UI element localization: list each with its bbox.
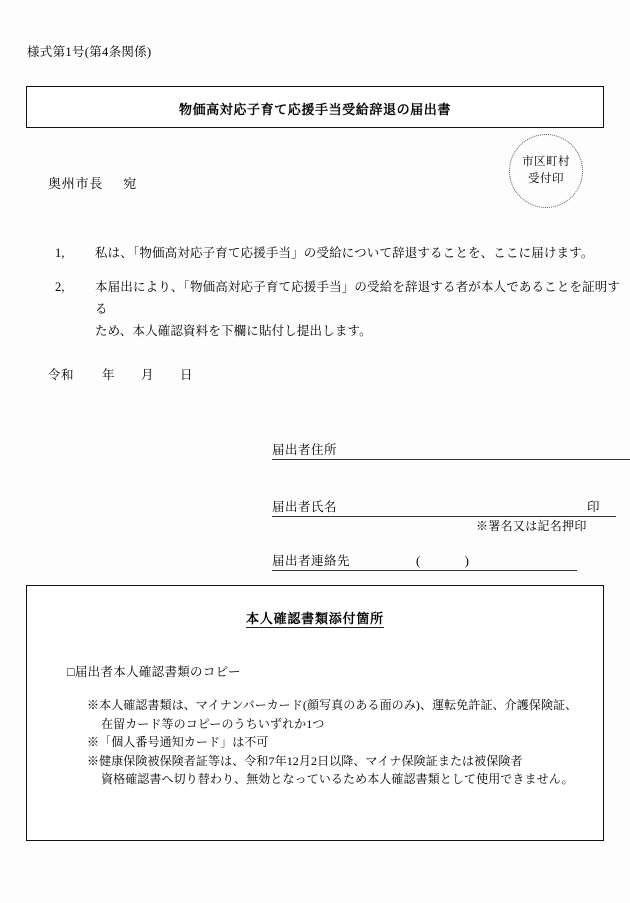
clause-1: [55, 242, 594, 264]
addressee-name: 奥州市長: [48, 176, 104, 191]
seal-mark-label: 印: [585, 497, 602, 517]
clause-2-number: 2,: [55, 280, 65, 294]
clause-2: [55, 276, 630, 342]
attachment-note-1-line-1: ※本人確認書類は、マイナンバーカード(顔写真のある面のみ)、運転免許証、介護保険証、: [87, 698, 578, 712]
applicant-address-input-rule[interactable]: [337, 445, 630, 460]
stamp-line-1: 市区町村: [522, 156, 570, 168]
date-line: [48, 365, 193, 383]
attachment-notes: [87, 696, 577, 789]
month-label: 月: [141, 368, 155, 382]
day-label: 日: [180, 368, 194, 382]
attachment-note-3: [87, 752, 577, 789]
contact-paren-open: (: [416, 554, 421, 568]
contact-area-code-rule[interactable]: [350, 556, 416, 571]
applicant-name-label: 届出者氏名: [272, 497, 337, 517]
contact-paren-close: ): [464, 554, 470, 568]
attachment-note-3-line-2: 資格確認書へ切り替わり、無効となっているため本人確認書類として使用できません。: [101, 772, 574, 786]
contact-paren-group[interactable]: [416, 554, 469, 571]
clause-1-text: 私は、「物価高対応子育て応援手当」の受給について辞退することを、ここに届けます。: [95, 246, 594, 260]
municipal-receipt-stamp-circle: [509, 134, 583, 208]
attachment-note-1: [87, 696, 577, 733]
applicant-name-input-rule[interactable]: [337, 502, 585, 517]
contact-number-rule[interactable]: [469, 556, 577, 571]
applicant-address-label: 届出者住所: [272, 440, 337, 460]
signature-method-note: ※署名又は記名押印: [476, 519, 587, 533]
identity-document-attachment-box: [26, 585, 604, 841]
applicant-contact-label: 届出者連絡先: [272, 551, 350, 571]
attachment-note-2: [87, 733, 577, 752]
clause-2-text: 本届出により、「物価高対応子育て応援手当」の受給を辞退する者が本人であることを証明する: [95, 280, 621, 316]
addressee-suffix: 宛: [123, 176, 138, 191]
seal-trailing-rule: [602, 502, 616, 517]
attachment-heading: [27, 608, 603, 628]
attachment-note-2-line-1: ※「個人番号通知カード」は不可: [87, 735, 269, 749]
stamp-line-2: 受付印: [528, 173, 564, 185]
form-number: 様式第1号(第4条関係): [27, 45, 152, 59]
document-title: 物価高対応子育て応援手当受給辞退の届出書: [178, 102, 451, 117]
applicant-name-field[interactable]: [272, 497, 616, 517]
attachment-note-1-line-2: 在留カード等のコピーのうちいずれか1つ: [101, 716, 325, 731]
applicant-contact-field[interactable]: [272, 551, 577, 571]
attachment-checkbox-item[interactable]: □届出者本人確認書類のコピー: [67, 665, 241, 679]
applicant-address-field[interactable]: [272, 440, 630, 460]
clause-1-number: 1,: [55, 246, 65, 260]
addressee: [48, 173, 137, 192]
era-label: 令和: [48, 368, 75, 382]
attachment-heading-text: 本人確認書類添付箇所: [245, 611, 384, 626]
year-label: 年: [102, 368, 116, 382]
clause-2-text-continued: ため、本人確認資料を下欄に貼付し提出します。: [95, 324, 372, 338]
attachment-note-3-line-1: ※健康保険被保険者証等は、令和7年12月2日以降、マイナ保険証または被保険者: [87, 753, 523, 768]
title-box: [26, 86, 604, 128]
